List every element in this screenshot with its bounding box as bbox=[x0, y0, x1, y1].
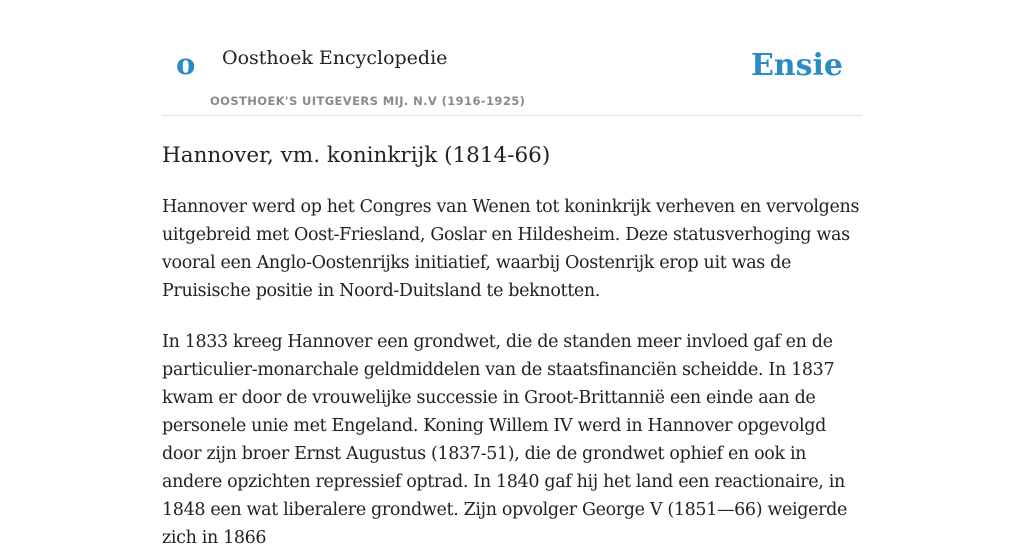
site-title-link[interactable]: Oosthoek Encyclopedie bbox=[222, 47, 448, 69]
publisher-subtitle: OOSTHOEK'S UITGEVERS MIJ. N.V (1916-1925) bbox=[210, 94, 526, 108]
article-paragraph: In 1833 kreeg Hannover een grondwet, die de standen meer invloed gaf en de particulier-monarchale geldmiddelen van de staatsfinanciën scheidde. In 1837 kwam er door de vrouwelijke successie in Groot-Brittannië een einde aan de personele unie met Engeland. Koning Willem IV werd in Hannover opgevolgd door zijn broer Ernst Augustus (1837-51), die de grondwet ophief en ook in andere opzichten repressief optrad. In 1840 gaf hij het land een reactionaire, in 1848 een wat liberalere grondwet. Zijn opvolger George V (1851—66) weigerde zich in 1866 bbox=[162, 331, 848, 548]
page bbox=[162, 0, 862, 548]
oosthoek-logo-icon[interactable]: o bbox=[176, 47, 196, 81]
article-body bbox=[162, 193, 862, 552]
site-header bbox=[162, 0, 862, 116]
article-paragraph: Hannover werd op het Congres van Wenen tot koninkrijk verheven en vervolgens uitgebreid met Oost-Friesland, Goslar en Hildesheim. Deze statusverhoging was vooral een Anglo-Oostenrijks initiatief, waarbij Oostenrijk erop uit was de Pruisische positie in Noord-Duitsland te beknotten. bbox=[162, 196, 860, 301]
ensie-logo-link[interactable]: Ensie bbox=[750, 48, 843, 83]
article bbox=[162, 142, 862, 552]
article-title: Hannover, vm. koninkrijk (1814-66) bbox=[162, 143, 551, 168]
